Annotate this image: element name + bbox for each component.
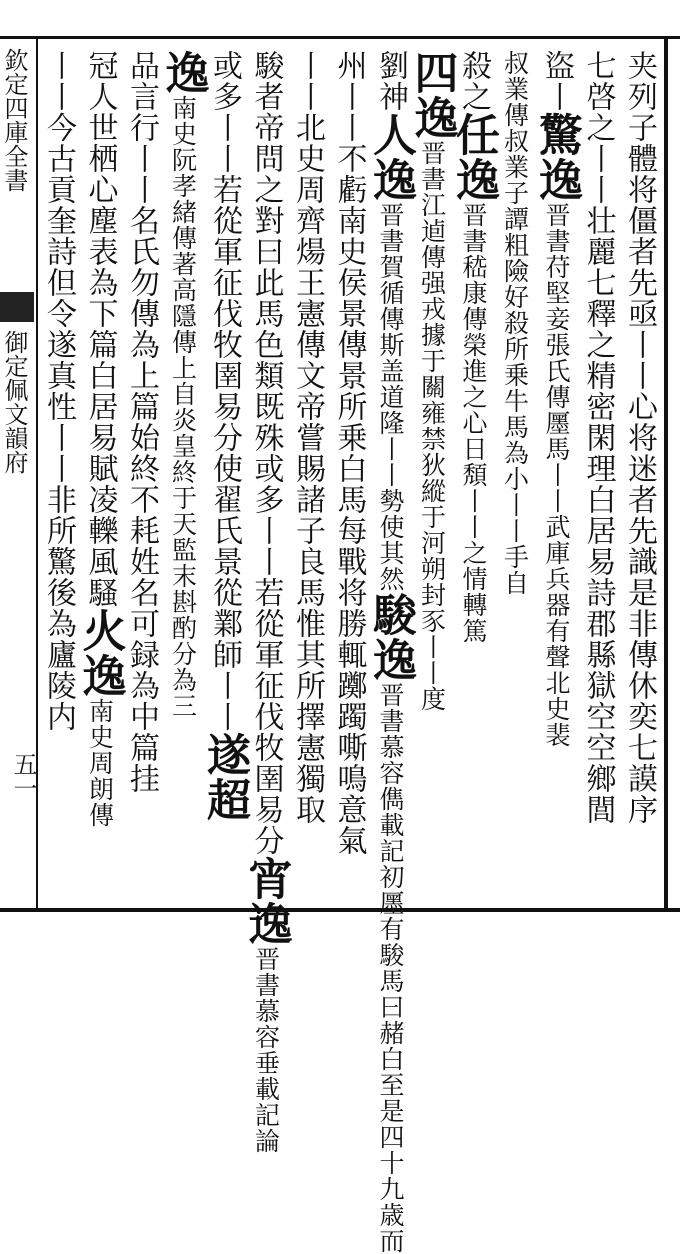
text-column — [577, 50, 619, 900]
headword: 駿逸 — [365, 592, 416, 682]
citation-text: 晋書賀循傳斯盖道隆丨丨勢使其然 — [376, 202, 405, 592]
margin-top-chars: 欽定四庫全書 — [0, 48, 28, 192]
body-text: 駿者帝問之對曰此馬色類既殊或多丨丨若從軍征伐牧圉易分 — [248, 50, 284, 856]
citation-text: 晋書苻堅妾張氏傳㕓馬丨丨武庫兵器有聲北史裴 — [542, 202, 571, 748]
citation-text: 晋書嵇康傳榮進之心日頽丨丨之情轉篤 — [459, 202, 488, 644]
body-text: 丨丨今古貢奎詩但令遂真性丨丨非所驚後為廬陵内 — [41, 50, 76, 732]
body-text: 品言行丨丨名氏勿傳為上篇始終不耗姓名可録為中篇挂 — [124, 50, 159, 794]
text-column — [619, 50, 661, 900]
book-title: 御定佩文韻府 — [0, 330, 28, 474]
body-text: 劉神 — [373, 50, 408, 112]
text-column — [121, 50, 163, 900]
text-column — [240, 50, 292, 1154]
text-column — [448, 50, 499, 900]
text-column — [199, 50, 250, 900]
headword: 遂超 — [199, 732, 250, 822]
page-number: 五一 — [9, 752, 37, 800]
frame-top-rule — [0, 36, 680, 39]
frame-right-rule — [664, 36, 668, 912]
fishtail-mark — [0, 292, 34, 322]
citation-text: 叔業傳叔業子譚粗險好殺所乗牛馬為小丨丨手自 — [500, 50, 530, 596]
headword: 驚逸 — [531, 112, 582, 202]
body-text: 或多丨丨若從軍征伐牧圉易分使翟氏景從鄴師丨丨 — [207, 50, 242, 732]
headword: 宵逸 — [240, 856, 292, 946]
body-text: 冠人世栖心塵表為下篇白居易賦凌轢風騷 — [82, 50, 118, 608]
text-column — [38, 50, 80, 900]
text-column — [328, 50, 370, 900]
text-column — [406, 50, 458, 900]
body-text: 夹列子體将僵者先亟丨丨心将迷者先識是非傳休奕七謨序 — [622, 50, 657, 825]
citation-text: 晋書慕容垂載記論 — [251, 946, 281, 1154]
text-column — [494, 50, 536, 900]
text-column — [74, 50, 126, 900]
headword: 火逸 — [74, 608, 126, 698]
headword: 任逸 — [448, 112, 499, 202]
citation-text: 南史周朗傳 — [85, 698, 115, 828]
headword: 人逸 — [365, 112, 416, 202]
body-text: 盜丨 — [539, 50, 574, 112]
body-text: 州丨丨不虧南史侯景傳景所乗白馬每戰将勝輒躑躅嘶鳴意氣 — [331, 50, 367, 856]
text-column — [157, 50, 209, 900]
headword: 逸 — [157, 50, 209, 95]
text-column — [287, 50, 329, 900]
headword: 四逸 — [406, 50, 458, 140]
citation-text: 南史阮孝緒傳著高隱傳上自炎皇終于天監末斟酌分為三 — [168, 95, 198, 719]
citation-text: 晋書江逌傳强戎據于關雍禁狄縱于河朔封豕丨丨度 — [417, 140, 447, 712]
citation-text: 晋書慕容儁載記初㕓有駿馬曰赭白至是四十九歳而 — [376, 682, 405, 1254]
frame-bottom-rule — [0, 908, 680, 912]
body-text: 丨丨北史周齊煬王憲傳文帝嘗賜諸子良馬惟其所擇憲獨取 — [290, 50, 325, 825]
text-column — [531, 50, 582, 900]
text-column — [365, 50, 416, 1254]
body-text: 七啓之丨丨壮麗七釋之精密閑理白居易詩郡縣獄空空鄉閭 — [580, 50, 616, 825]
body-text: 殺之 — [456, 50, 491, 112]
